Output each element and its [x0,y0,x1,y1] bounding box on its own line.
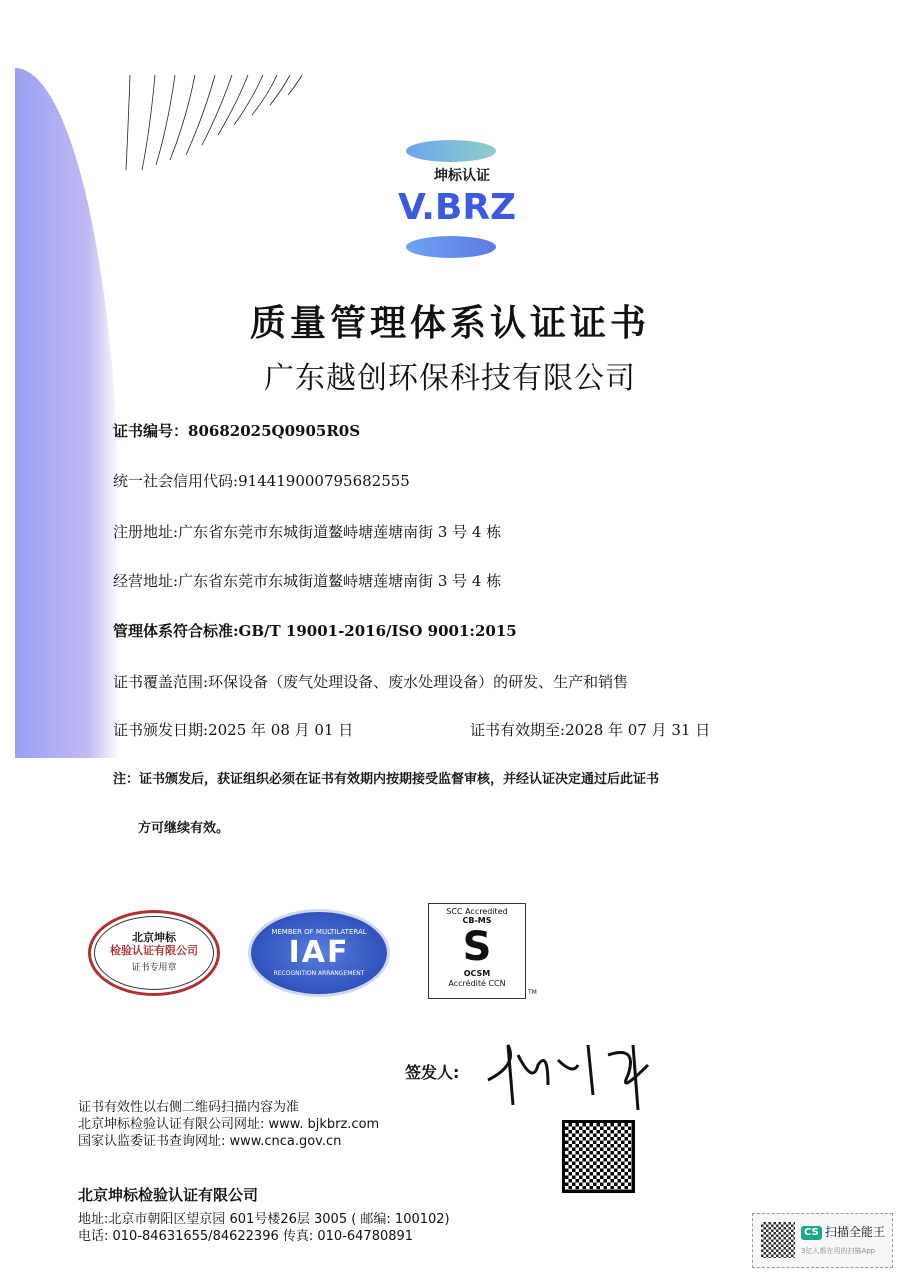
camscanner-watermark [752,1213,893,1268]
watermark-name: 扫描全能王 [825,1225,886,1239]
camscanner-icon: CS [801,1226,822,1240]
footer-website: 北京坤标检验认证有限公司网址: www. bjkbrz.com [78,1117,380,1132]
credit-code: 统一社会信用代码:914419000795682555 [113,472,410,490]
certificate-title: 质量管理体系认证证书 [249,303,650,344]
expiry-date: 证书有效期至:2028 年 07 月 31 日 [470,721,711,739]
decorative-lines [120,70,340,180]
footer-address: 地址:北京市朝阳区望京园 601号楼26层 3005 ( 邮编: 100102) [78,1212,450,1227]
watermark-tagline: 3亿人都在用的扫描App [801,1247,876,1255]
certificate-number: 证书编号：80682025Q0905R0S [113,422,361,440]
company-name: 广东越创环保科技有限公司 [264,361,636,396]
footer-validity: 证书有效性以右侧二维码扫描内容为准 [78,1100,300,1115]
footer-cnca: 国家认监委证书查询网址: www.cnca.gov.cn [78,1134,342,1149]
scc-accreditation-logo: SCC Accredited CB-MS S OCSM Accrédité CCN [428,903,526,999]
watermark-qr [761,1222,795,1258]
company-seal: 北京坤标 检验认证有限公司 证书专用章 [88,910,220,996]
business-address: 经营地址:广东省东莞市东城街道鳌峙塘莲塘南街 3 号 4 栋 [113,572,502,590]
signature [478,1025,668,1115]
footer-phone: 电话: 010-84631655/84622396 传真: 010-64780891 [78,1229,414,1244]
scope: 证书覆盖范围:环保设备（废气处理设备、废水处理设备）的研发、生产和销售 [113,673,629,691]
kunbiao-logo [398,138,517,260]
footer-org: 北京坤标检验认证有限公司 [78,1186,259,1204]
signer-label: 签发人: [405,1063,460,1082]
registered-address: 注册地址:广东省东莞市东城街道鳌峙塘莲塘南街 3 号 4 栋 [113,523,502,541]
iaf-logo: MEMBER OF MULTILATERAL IAF RECOGNITION ARRANGEMENT [248,909,390,997]
note: 注：证书颁发后，获证组织必须在证书有效期内按期接受监督审核，并经认证决定通过后此证书 [113,772,660,787]
trademark: TM [528,989,537,996]
note-continued: 方可继续有效。 [138,821,230,836]
logo-english-text: V.BRZ [398,187,517,228]
decorative-swoosh [15,68,120,758]
standard: 管理体系符合标准:GB/T 19001-2016/ISO 9001:2015 [113,622,517,640]
issue-date: 证书颁发日期:2025 年 08 月 01 日 [113,721,354,739]
verification-qr-code[interactable] [562,1120,635,1193]
logo-chinese-text: 坤标认证 [434,168,490,184]
